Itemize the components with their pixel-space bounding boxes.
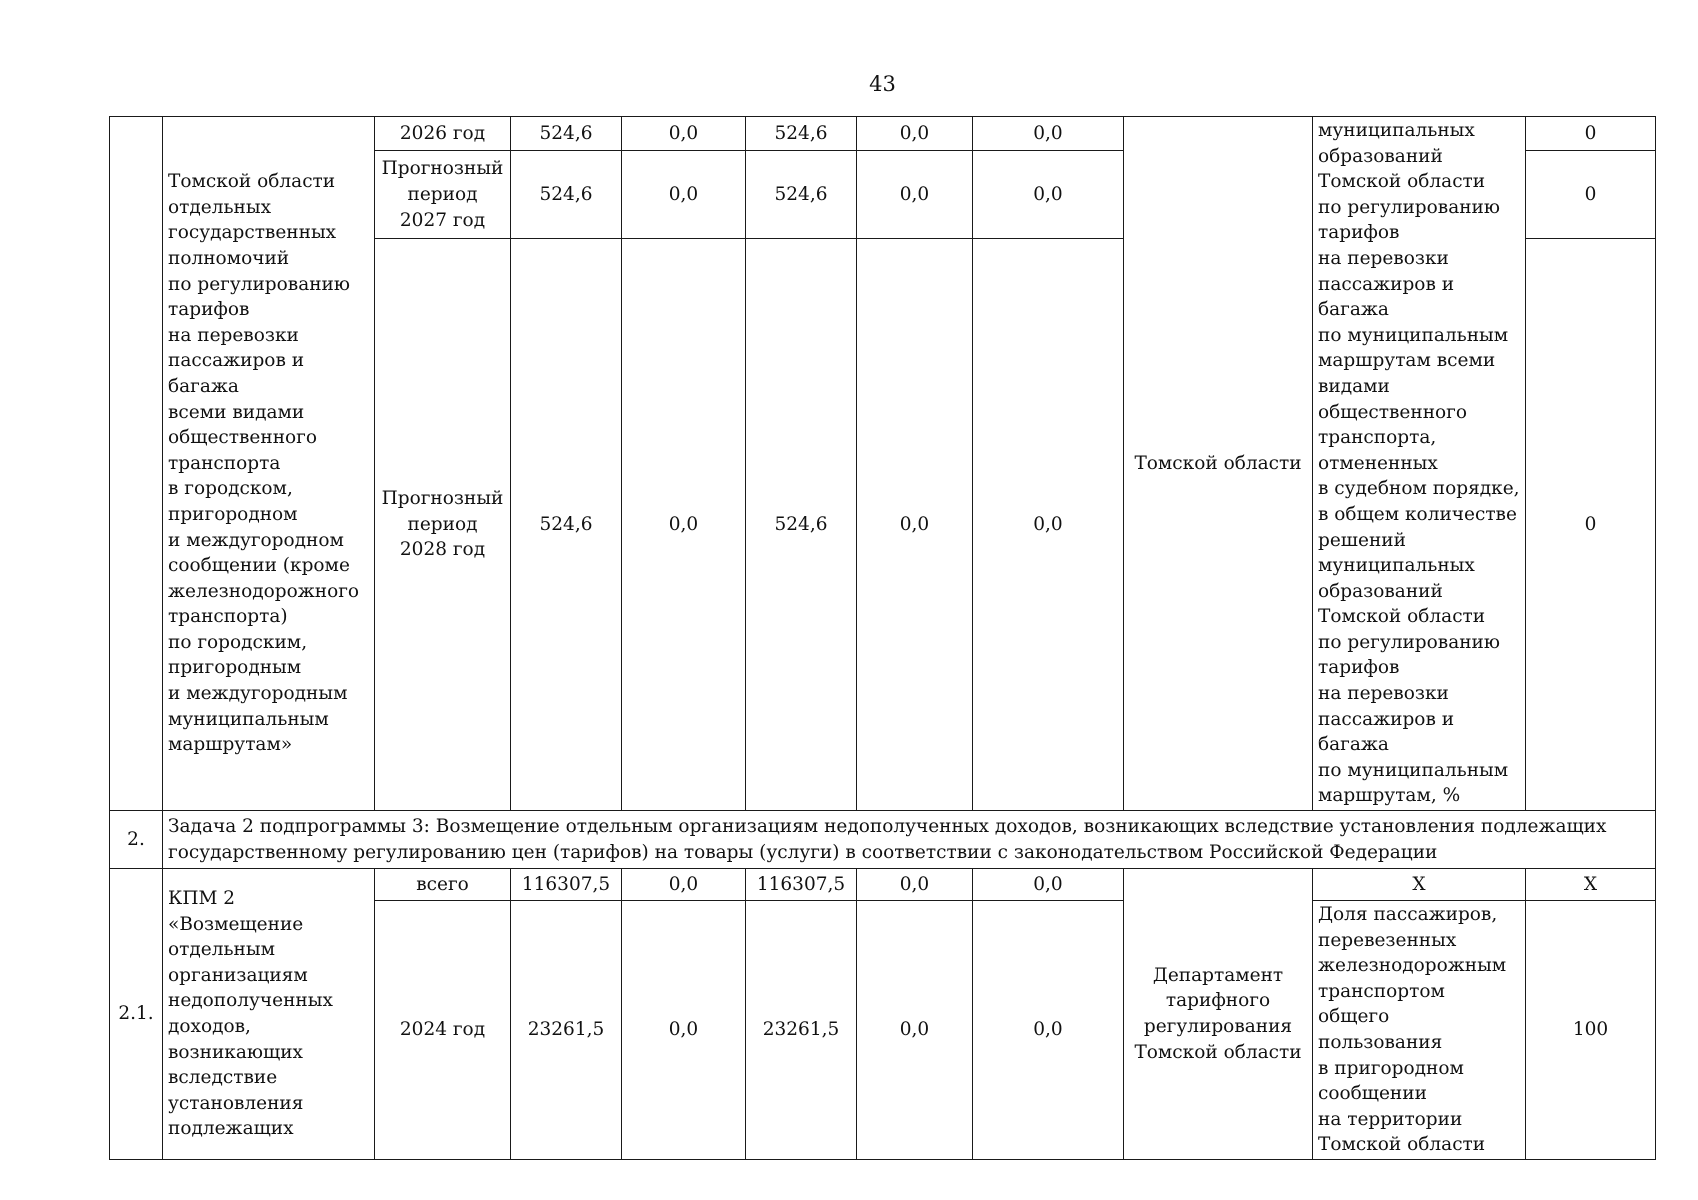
row-number-cell	[110, 117, 163, 811]
indicator-value-cell: 0	[1526, 239, 1656, 811]
regional-cell: 524,6	[746, 117, 857, 151]
regional-cell: 524,6	[746, 239, 857, 811]
local-cell: 0,0	[857, 869, 973, 901]
indicator-cell: Х	[1313, 869, 1526, 901]
period-cell: Прогнозный период 2027 год	[375, 151, 511, 239]
federal-cell: 0,0	[622, 869, 746, 901]
federal-cell: 0,0	[622, 151, 746, 239]
total-cell: 524,6	[511, 151, 622, 239]
table-row	[110, 811, 1656, 869]
budget-table	[109, 116, 1656, 1160]
other-cell: 0,0	[973, 151, 1124, 239]
indicator-cell: муниципальных образований Томской области по регулированию тарифов на перевозки пассажиров и багажа по муниципальным маршрутам всеми видами общественного транспорта, отмененных в судебном порядке, в общем количестве решений муниципальных образований Томской области по регулированию тарифов на перевозки пассажиров и багажа по муниципальным маршрутам, %	[1313, 117, 1526, 811]
other-cell: 0,0	[973, 239, 1124, 811]
period-cell: Прогнозный период 2028 год	[375, 239, 511, 811]
regional-cell: 116307,5	[746, 869, 857, 901]
task-number-cell: 2.	[110, 811, 163, 869]
row-number-cell: 2.1.	[110, 869, 163, 1160]
local-cell: 0,0	[857, 151, 973, 239]
task-description: Задача 2 подпрограммы 3: Возмещение отдельным организациям недополученных доходов, возникающих вследствие установления подлежащих государственному регулированию цен (тарифов) на товары (услуги) в соответствии с законодательством Российской Федерации	[163, 811, 1656, 869]
measure-description: КПМ 2 «Возмещение отдельным организациям недополученных доходов, возникающих вследствие установления подлежащих	[163, 869, 375, 1160]
period-cell: всего	[375, 869, 511, 901]
total-cell: 524,6	[511, 239, 622, 811]
executor-cell: Департамент тарифного регулирования Томской области	[1124, 869, 1313, 1160]
federal-cell: 0,0	[622, 901, 746, 1160]
other-cell: 0,0	[973, 117, 1124, 151]
federal-cell: 0,0	[622, 117, 746, 151]
local-cell: 0,0	[857, 239, 973, 811]
indicator-cell: Доля пассажиров, перевезенных железнодорожным транспортом общего пользования в пригородном сообщении на территории Томской области	[1313, 901, 1526, 1160]
other-cell: 0,0	[973, 869, 1124, 901]
local-cell: 0,0	[857, 117, 973, 151]
indicator-value-cell: Х	[1526, 869, 1656, 901]
table-row	[110, 869, 1656, 901]
local-cell: 0,0	[857, 901, 973, 1160]
regional-cell: 23261,5	[746, 901, 857, 1160]
page-number: 43	[869, 72, 896, 96]
federal-cell: 0,0	[622, 239, 746, 811]
period-cell: 2026 год	[375, 117, 511, 151]
measure-description: Томской области отдельных государственных полномочий по регулированию тарифов на перевозки пассажиров и багажа всеми видами общественного транспорта в городском, пригородном и междугородном сообщении (кроме железнодорожного транспорта) по городским, пригородным и междугородным муниципальным маршрутам»	[163, 117, 375, 811]
indicator-value-cell: 100	[1526, 901, 1656, 1160]
indicator-value-cell: 0	[1526, 151, 1656, 239]
other-cell: 0,0	[973, 901, 1124, 1160]
total-cell: 116307,5	[511, 869, 622, 901]
indicator-value-cell: 0	[1526, 117, 1656, 151]
period-cell: 2024 год	[375, 901, 511, 1160]
table-row	[110, 117, 1656, 151]
executor-cell: Томской области	[1124, 117, 1313, 811]
total-cell: 23261,5	[511, 901, 622, 1160]
total-cell: 524,6	[511, 117, 622, 151]
regional-cell: 524,6	[746, 151, 857, 239]
